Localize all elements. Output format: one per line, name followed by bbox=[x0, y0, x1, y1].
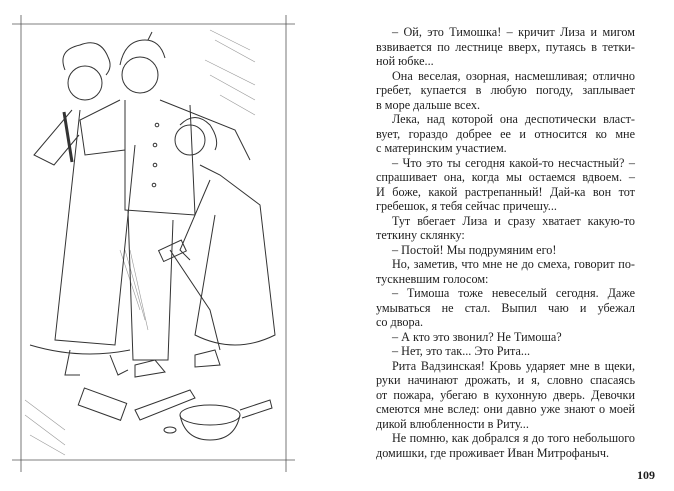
text-line: Не помню, как добрался я до того небольшого bbox=[392, 431, 635, 445]
page-number: 109 bbox=[637, 468, 655, 482]
text-line: домишки, где проживает Иван Митрофаныч. bbox=[376, 445, 609, 460]
text-line: Она веселая, озорная, насмешливая; отлично bbox=[392, 68, 635, 83]
text-line: теткину склянку: bbox=[376, 228, 465, 242]
text-line: – Постой! Мы подрумяним его! bbox=[392, 242, 557, 257]
text-line: гребет, купается в любую погоду, заплывает bbox=[376, 83, 635, 97]
text-line: Лека, над которой она деспотически власт- bbox=[392, 112, 635, 126]
text-line: в море дальше всех. bbox=[376, 97, 480, 112]
text-line: от пожара, убегаю в кухонную дверь. Девочки bbox=[376, 387, 635, 402]
text-page bbox=[337, 0, 674, 491]
text-line: вует, гораздо добрее ее и относится ко мне bbox=[376, 126, 635, 141]
text-line: И боже, какой растрепанный! Дай-ка вон тот bbox=[376, 184, 635, 199]
text-line: руки начинают дрожать, и я, словно спасаясь bbox=[376, 373, 635, 387]
text-line: со двора. bbox=[376, 315, 424, 329]
text-line: ной юбке... bbox=[376, 54, 434, 68]
text-line: – Что это ты сегодня какой-то несчастный? – bbox=[392, 155, 635, 170]
boy-center bbox=[80, 32, 250, 377]
text-line: – Тимоша тоже невеселый сегодня. Даже bbox=[392, 286, 635, 300]
shading bbox=[25, 30, 255, 455]
text-line: Но, заметив, что мне не до смеха, говорит по- bbox=[392, 257, 635, 271]
text-line: тускневшим голосом: bbox=[376, 271, 489, 286]
text-line: с материнским участием. bbox=[376, 141, 507, 155]
text-line: – Нет, это так... Это Рита... bbox=[392, 344, 531, 358]
text-line: взвивается по лестнице вверх, путаясь в тетки- bbox=[376, 39, 635, 54]
text-line: – Ой, это Тимошка! – кричит Лиза и мигом bbox=[392, 25, 635, 39]
text-line: гребешок, я тебя сейчас причешу... bbox=[376, 199, 557, 213]
girl-left bbox=[30, 43, 135, 375]
text-line: смеются мне вслед: они давно уже знают о моей bbox=[376, 402, 635, 416]
floor-objects bbox=[78, 388, 272, 440]
text-line: – А кто это звонил? Не Тимоша? bbox=[392, 329, 562, 344]
text-line: дикой влюбленности в Риту... bbox=[376, 416, 529, 431]
text-line: спрашивает она, когда мы остаемся вдвоем. – bbox=[376, 170, 635, 184]
girl-right bbox=[159, 118, 275, 346]
text-line: умываться не стал. Выпил чаю и убежал bbox=[376, 300, 635, 315]
text-line: Тут вбегает Лиза и сразу хватает какую-то bbox=[392, 213, 635, 228]
text-line: Рита Вадзинская! Кровь ударяет мне в щеки, bbox=[392, 358, 635, 373]
